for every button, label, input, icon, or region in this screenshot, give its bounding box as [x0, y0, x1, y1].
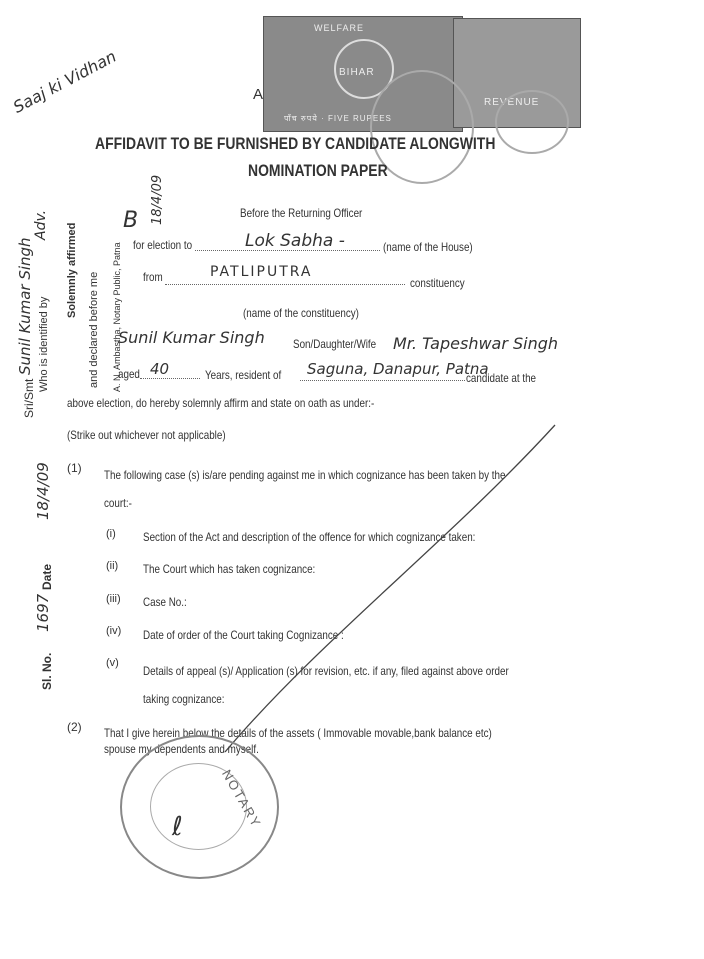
item1-number: (1) [67, 461, 82, 475]
sub-item-number: (iv) [106, 625, 122, 637]
notary-name: A. N. Ambastha, Notary Public, Patna [112, 242, 122, 392]
sub-item-text: Section of the Act and description of the offence for which cognizance taken: [143, 530, 476, 544]
item1-text: The following case (s) is/are pending against me in which cognizance has been taken by the [104, 468, 506, 482]
sri-label: Sri/Smt [22, 378, 36, 418]
sub-item-number: (v) [106, 657, 119, 669]
item1-text-cont: court:- [104, 496, 132, 510]
revenue-stamp-text: REVENUE [484, 97, 540, 108]
affirm-line: above election, do hereby solemnly affirm and state on oath as under:- [67, 396, 375, 410]
from-suffix: constituency [410, 276, 465, 290]
notary-seal [120, 735, 279, 879]
notary-seal-text: NOTARY [219, 767, 265, 831]
sl-label: Sl. No. [40, 652, 54, 690]
years-label: Years, resident of [205, 368, 282, 382]
constituency-note: (name of the constituency) [243, 306, 359, 320]
date-value: 18/4/09 [34, 462, 52, 520]
page-subtitle: NOMINATION PAPER [248, 161, 388, 180]
strike-note: (Strike out whichever not applicable) [67, 428, 226, 442]
item2-text-cont: spouse my dependents and myself. [104, 742, 259, 756]
candidate-name: Sunil Kumar Singh [118, 328, 265, 347]
sl-value: 1697 [34, 593, 52, 632]
constituency-value: PATLIPUTRA [210, 264, 313, 280]
residence-value: Saguna, Danapur, Patna [307, 360, 489, 378]
sri-value: Sunil Kumar Singh [16, 237, 34, 375]
sub-item-text-cont: taking cognizance: [143, 692, 225, 706]
relation-label: Son/Daughter/Wife [293, 337, 377, 351]
sub-item-text: The Court which has taken cognizance: [143, 562, 316, 576]
from-prefix: from [143, 270, 163, 284]
returning-officer-line: Before the Returning Officer [240, 206, 363, 220]
candidate-suffix: candidate at the [466, 371, 537, 385]
sub-item-text: Details of appeal (s)/ Application (s) for revision, etc. if any, filed against above order [143, 664, 509, 678]
page-title: AFFIDAVIT TO BE FURNISHED BY CANDIDATE ALONGWITH [95, 134, 496, 153]
sub-item-number: (iii) [106, 593, 121, 605]
age-value: 40 [150, 360, 170, 378]
election-suffix: (name of the House) [383, 240, 473, 254]
election-value: Lok Sabha - [245, 231, 345, 251]
identified-label: Who is identified by [38, 296, 50, 392]
sub-item-text: Date of order of the Court taking Cognizance : [143, 628, 344, 642]
solemnly-text: Solemnly affirmed [66, 222, 78, 318]
item2-text: That I give herein below the details of the assets ( Immovable movable,bank balance etc) [104, 726, 492, 740]
stamp-bottom-text: पाँच रुपये · FIVE RUPEES [284, 114, 392, 123]
date-label: Date [40, 563, 54, 590]
stamp-top-text: WELFARE [314, 23, 365, 33]
sub-item-number: (ii) [106, 560, 119, 572]
handwritten-scribble: Saaj ki Vidhan [10, 46, 120, 117]
side-date: 18/4/09 [150, 174, 165, 225]
item2-number: (2) [67, 720, 82, 734]
declared-text: and declared before me [88, 271, 100, 388]
sub-item-text: Case No.: [143, 595, 187, 609]
stamp-middle-text: BIHAR [339, 67, 375, 78]
sub-item-number: (i) [106, 528, 116, 540]
identified-value: Adv. [33, 209, 49, 240]
side-initial: B [123, 208, 139, 233]
notary-signature: ℓ [172, 812, 183, 842]
election-prefix: for election to [133, 238, 193, 252]
form-letter: A [253, 86, 264, 103]
parent-name: Mr. Tapeshwar Singh [393, 334, 559, 353]
aged-label: aged [118, 367, 140, 381]
